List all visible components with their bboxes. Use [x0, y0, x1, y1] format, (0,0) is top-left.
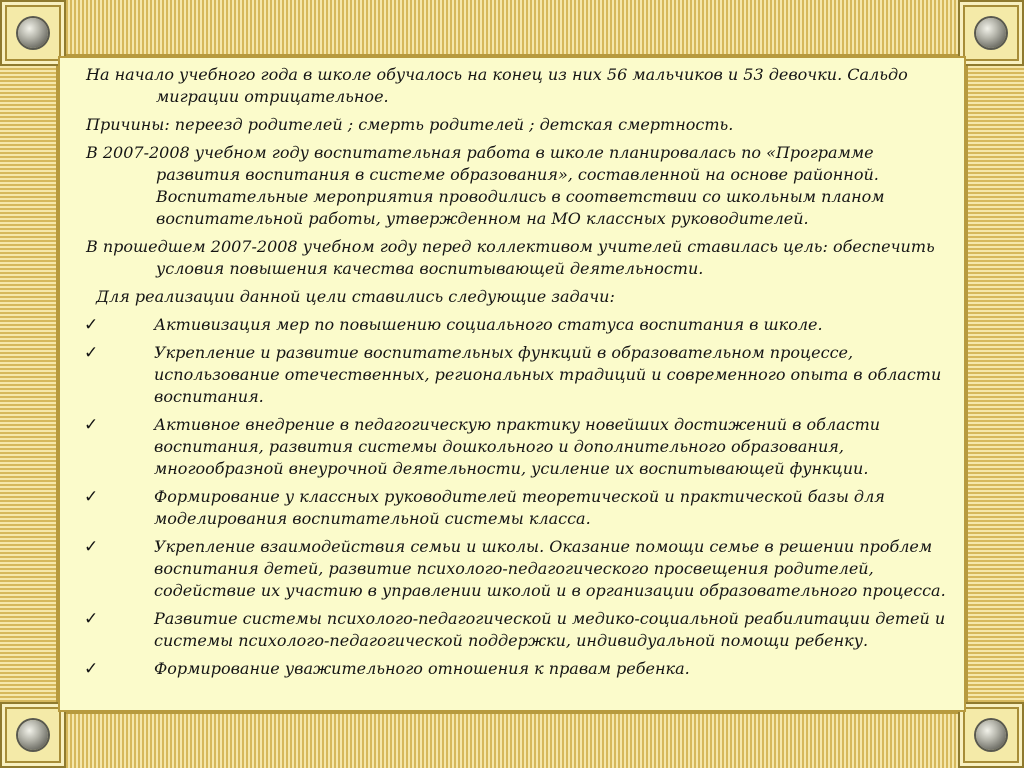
paragraph-reasons: Причины: переезд родителей ; смерть родителей ; детская смертность. — [86, 115, 734, 134]
task-text: Активизация мер по повышению социального статуса воспитания в школе. — [154, 315, 823, 334]
task-item — [84, 486, 954, 530]
task-item — [84, 536, 954, 602]
checkmark-icon: ✓ — [84, 315, 99, 335]
checkmark-icon: ✓ — [84, 415, 99, 435]
task-text: Активное внедрение в педагогическую практику новейших достижений в области воспитания, развития системы дошкольного и дополнительного образования, многообразной внеурочной деятельности, усиление их воспитывающей функции. — [154, 415, 881, 478]
checkmark-icon: ✓ — [84, 487, 99, 507]
corner-bottom-left — [0, 702, 66, 768]
tasks-intro: Для реализации данной цели ставились следующие задачи: — [96, 287, 615, 306]
task-item — [84, 658, 954, 680]
frame-top-band — [0, 0, 1024, 56]
task-text: Формирование у классных руководителей теоретической и практической базы для моделирования воспитательной системы класса. — [154, 487, 885, 528]
corner-top-left — [0, 0, 66, 66]
checkmark-icon: ✓ — [84, 659, 99, 679]
checkmark-icon: ✓ — [84, 537, 99, 557]
task-text: Укрепление и развитие воспитательных функций в образовательном процессе, использование отечественных, региональных традиций и современного опыта в области воспитания. — [154, 343, 942, 406]
corner-knob-icon — [18, 720, 48, 750]
task-item — [84, 414, 954, 480]
task-item — [84, 342, 954, 408]
corner-knob-icon — [976, 720, 1006, 750]
paragraph-goal: В прошедшем 2007-2008 учебном году перед коллективом учителей ставилась цель: обеспечить условия повышения качества воспитывающей деятельности. — [86, 237, 935, 278]
frame-right-band — [966, 0, 1024, 768]
corner-bottom-right — [958, 702, 1024, 768]
task-text: Формирование уважительного отношения к правам ребенка. — [154, 659, 690, 678]
checkmark-icon: ✓ — [84, 343, 99, 363]
frame-left-band — [0, 0, 58, 768]
task-text: Укрепление взаимодействия семьи и школы. Оказание помощи семье в решении проблем воспитания детей, развитие психолого-педагогического просвещения родителей, содействие их участию в управлении школой и в организации образовательного процесса. — [154, 537, 946, 600]
corner-knob-icon — [976, 18, 1006, 48]
task-item — [84, 608, 954, 652]
checkmark-icon: ✓ — [84, 609, 99, 629]
corner-top-right — [958, 0, 1024, 66]
task-item — [84, 314, 954, 336]
slide-content — [86, 64, 956, 686]
paragraph-program: В 2007-2008 учебном году воспитательная работа в школе планировалась по «Программе развития воспитания в системе образования», составленной на основе районной. Воспитательные мероприятия проводились в соответствии со школьным планом воспитательной работы, утвержденном на МО классных руководителей. — [86, 143, 885, 228]
frame-bottom-band — [0, 712, 1024, 768]
paragraph-enrollment: На начало учебного года в школе обучалось на конец из них 56 мальчиков и 53 девочки. Сальдо миграции отрицательное. — [86, 65, 908, 106]
task-text: Развитие системы психолого-педагогической и медико-социальной реабилитации детей и системы психолого-педагогической поддержки, индивидуальной помощи ребенку. — [154, 609, 946, 650]
corner-knob-icon — [18, 18, 48, 48]
